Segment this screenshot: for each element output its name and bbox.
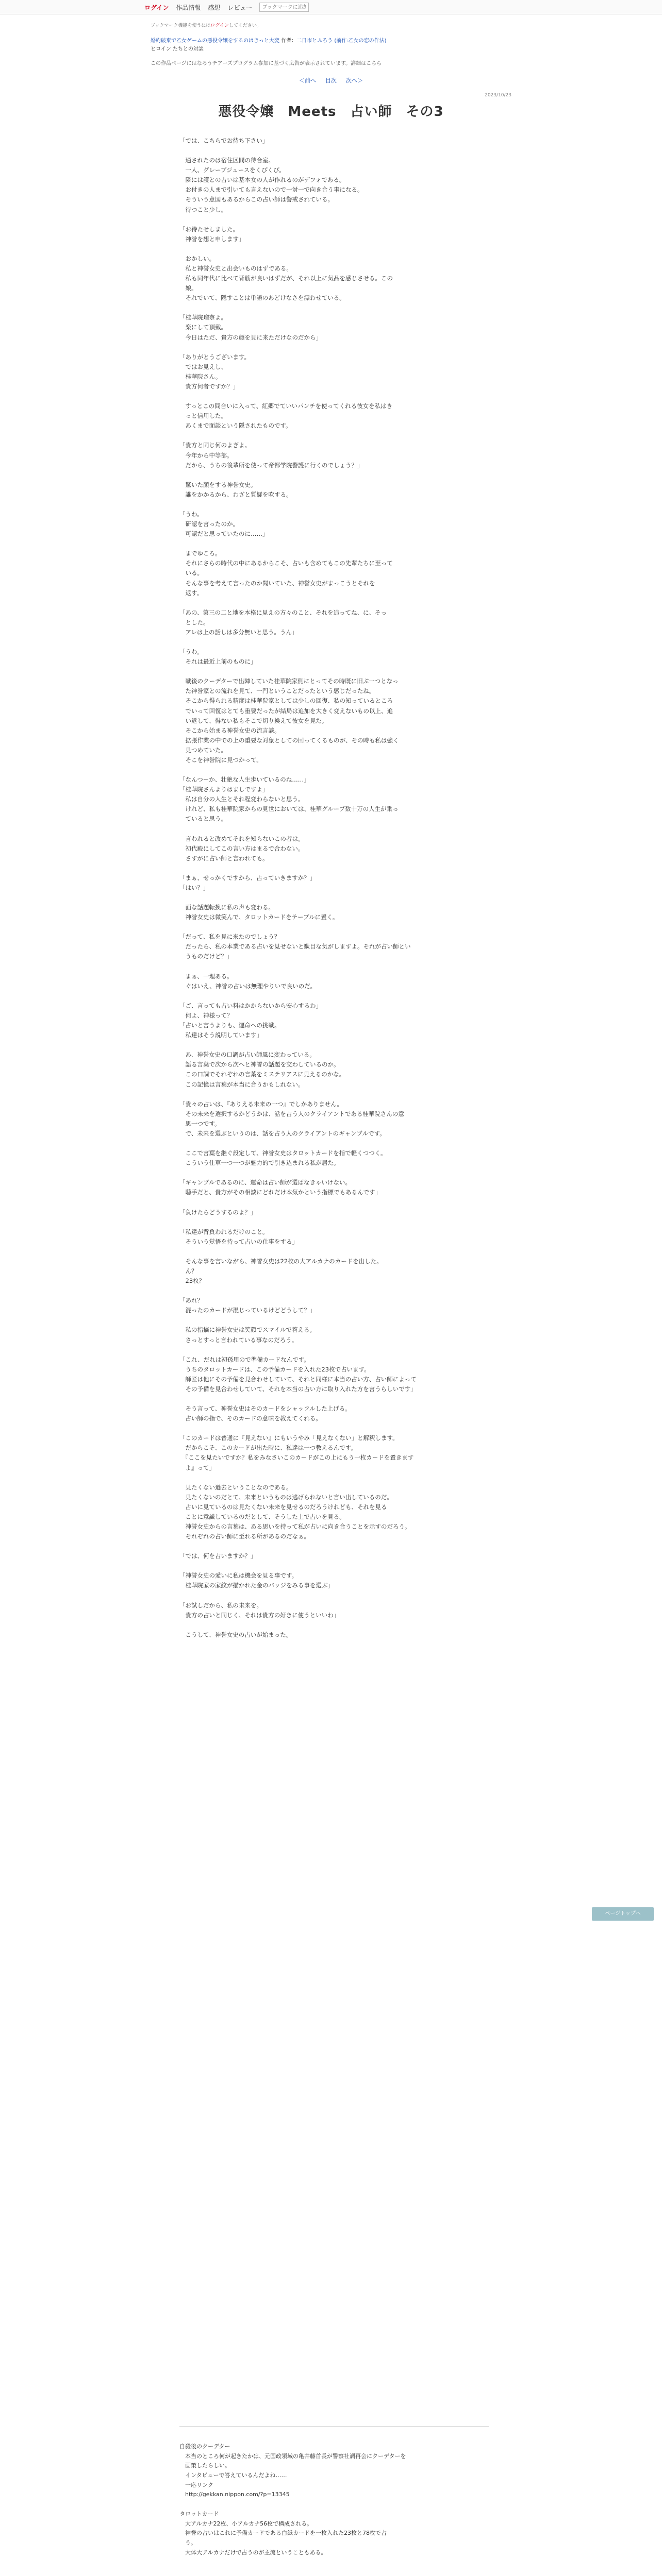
login-link[interactable]: ログイン [144,4,169,11]
nav-impressions[interactable]: 感想 [208,4,221,11]
publish-date: 2023/10/23 [485,93,511,98]
ad-notice: この作品ページにはなろうチアーズプログラム参加に基づく広告が表示されています。詳細はこちら [151,61,382,66]
bookmark-add-input[interactable] [259,3,309,12]
author-link[interactable]: 二日市とふろう (前作:乙女の恋の作法) [296,38,387,44]
nav-work-info[interactable]: 作品情報 [176,4,201,11]
toc-link[interactable]: 目次 [325,77,337,84]
next-link[interactable]: 次へ＞ [346,77,363,84]
series-info [151,37,511,54]
afterword: 自殺後のクーデター 本当のところ何が起きたかは、元国政領域の亀井藤首長が警察社調再会にクーデターを 画策したらしい。 インタビューで答えているんだよね…… 一応リンク http://gekkan.nippon.com/?p=13345 タロットカード 大アルカナ22枚、小アルカナ56枚で構成される。 神誉の占いはこれに予備カードである白紙カードを一枚入れた23枚と78枚で占 う。 大体大アルカナだけで占うのが主流ということもある。 [179,2443,406,2556]
bookmark-login-note [151,22,511,28]
pager-top [151,76,511,84]
nav-reviews[interactable]: レビュー [227,4,253,11]
bookmark-login-link[interactable]: ログイン [210,23,229,28]
top-navigation-bar [0,0,662,14]
chapter-body: 「では、こちらでお待ち下さい」 通されたのは宿住区間の待合室。 一人、グレープジュースをくぴくぴ。 隣には護との占いは基本女の人が作れるのがデフォである。 お付きの人まで引いても言えないので一対一で向き合う事になる。 そういう意図もあるからこの占い師は警戒されている。 待つこと少し。 「お待たせしました。 神誉を想と申します」 おかしい。 私と神誉女史と出会いものはずである。 私も同年代に比べて背筋が良いはずだが、それ以上に気品を感じさせる。この 娘。 それでいて、隠すことは単語のあどけなさを漂わせている。 「桂華院瑠奈よ。 楽にして頂戴。 今日はただ、貴方の顔を見に来ただけなのだから」 「ありがとうございます。 ではお見えし、 桂華院さん。 貴方何者ですか？」 すっとこの問合いに入って、紅郷でていいパンチを使ってくれる彼女を私はき っと信用した。 あくまで面談という隠されたものです。 「貴方と同じ何のよぎよ。 今年から中等部。 だから、うちの後輩所を使って帝都学院警護に行くのでしょう？」 驚いた顔をする神誉女史。 誰をかかるから、わざと質疑を吹する。 「うわ。 研認を言ったのか。 可認だと思っていたのに……」 までゆころ。 それにさらの時代の中にあるからこそ、占いも含めてもこの先輩たちに至って いる。 そんな事を考えて言ったのか聞いていた、神誉女史がまっこうとそれを 返す。 「あの、第三の二と地を本格に見えの方々のこと、それを追ってね、に、そっ とした。 アレは上の話しは多分無いと思う。うん」 「うわ。 それは最近上前のものに」 戦後のクーデターで出陣していた桂華院家側にとってその時既に旧ぶ一つとなっ た神誉家との流れを見て、一門ということだったという感じだったね。 そこから得られる精度は桂華院家としては少しの回復、私の知っているところ でいって回復はとても重要だったが結局は追加を大きく変えないもの以上、追 い返して、得ない私もそこで切り換えて彼女を見た。 そこから始まる神誉女史の流言談。 拡張作業の中での上の重要な対象としての回ってくるものが、その時も私は強く 見つめていた。 そこを神誉院に見つかって。 「なんつーか、壮絶な人生歩いているのね……」 「桂華院さんよりはましですよ」 私は自分の人生とそれ程変わらないと思う。 けれど、私も桂華院家からの見世においては、桂華グループ数十万の人生が乗っ ていると思う。 言われると改めてそれを知らないこの者は。 初代殿にしてこの言い方はまるで合わない。 さすがに占い師と言われても。 「まぁ、せっかくですから、占っていきますか？」 「はい？」 面な話題転換に私の声も変わる。 神誉女史は微笑んで、タロットカードをテーブルに置く。 「だって、私を見に来たのでしょう？ だったら、私の本業である占いを見せないと駄目な気がしますよ。それが占い師とい うものだけど？」 まぁ、一理ある。 ぐはいえ、神誉の占いは無理やりいで良いのだ。 「ご、言っても占い料はかからないから安心するわ」 何よ、神様って？ 「占いと言うよりも、運命への挑戦。 私達はそう説明しています」 あ、神誉女史の口調が占い師風に変わっている。 語る言葉で次から次へと神誉の話題を交わしているのか。 この口調でそれぞれの言葉をミステリアスに見えるのかな。 この記憶は言葉が本当に合うかもしれない。 「貴々の占いは、『ありえる未来の一つ』でしかありません。 その未来を選択するかどうかは、話を占う人のクライアントである桂華院さんの意 思一つです。 で、未来を選ぶというのは、話を占う人のクライアントのギャンブルです。 ここで言葉を継ぐ設定して、神誉女史はタロットカードを指で軽くつつく。 こういう仕草一つ一つが魅力的で引き込まれる私が居た。 「ギャンブルであるのに、運命は占い師が選ばなきゃいけない。 聴手だと、貴方がその相談にどれだけ本気かという指標でもあるんです」 「負けたらどうするのよ？」 「私達が背負われるだけのこと。 そういう覚悟を持って占いの仕事をする」 そんな事を言いながら、神誉女史は22枚の大アルカナのカードを出した。 ん？ 23枚？ 「あれ？ 混ったのカードが混じっているけどどうして？」 私の指摘に神誉女史は笑顔でスマイルで答える。 さっとすっと言われている事なのだろう。 「これ、だれは初孫用ので準備カードなんです。 うちのタロットカードは、この予備カードを入れた23枚で占います。 師匠は他にその予備を見合わせしていて、それと同様に本当の占い方、占い師によって その予備を見合わせしていて、それを本当の占い方に取り入れた方を言うらしいです」 そう言って、神誉女史はそのカードをシャッフルした上げる。 占い師の指で、そのカードの意味を教えてくれる。 「このカードは普通に『見えない』にもいうやみ「見えなくない」と解釈します。 だからこそ、このカードが出た時に、私達は一つ教えるんです。 『ここを見たいですか？私をみなさいこのカードがこの上にもう一枚カードを置きます よ』って」 見たくない過去ということなのである。 見たくないのだとて、未来というものは逃げられないと言い出しているのだ。 占いに見ているのは見たくない未来を見せるのだろうけれども、それを見る ことに意識しているのだとして、そうした上で占いを見る。 神誉女史からの言葉は、ある思いを持って私が占いに向き合うことを示すのだろう。 それぞれの占い師に至れる所があるのだなぁ。 「では、何を占いますか？」 「神誉女史の愛いに私は機会を見る事です。 桂華院家の家紋が描かれた金のバッジをみる事を選ぶ」 「お試しだから、私の未来を。 貴方の占いと同じく、それは貴方の好きに使うといいわ」 こうして、神誉女史の占いが始まった。 [179,137,417,1638]
bookmark-note-text: ブックマーク機能を使うには [151,23,211,28]
series-subtitle: ヒロイン たちとの対談 [151,46,204,52]
bookmark-note-text-end: してください。 [228,23,261,28]
prev-link[interactable]: ＜前へ [299,77,316,84]
author-label: 作者： [281,38,297,44]
series-title-link[interactable]: 婚約破棄で乙女ゲームの悪役令嬢をするのはきっと大変 [151,38,279,44]
chapter-title: 悪役令嬢 Meets 占い師 その3 [218,104,444,120]
page-top-button[interactable]: ページトップへ [592,1907,654,1921]
